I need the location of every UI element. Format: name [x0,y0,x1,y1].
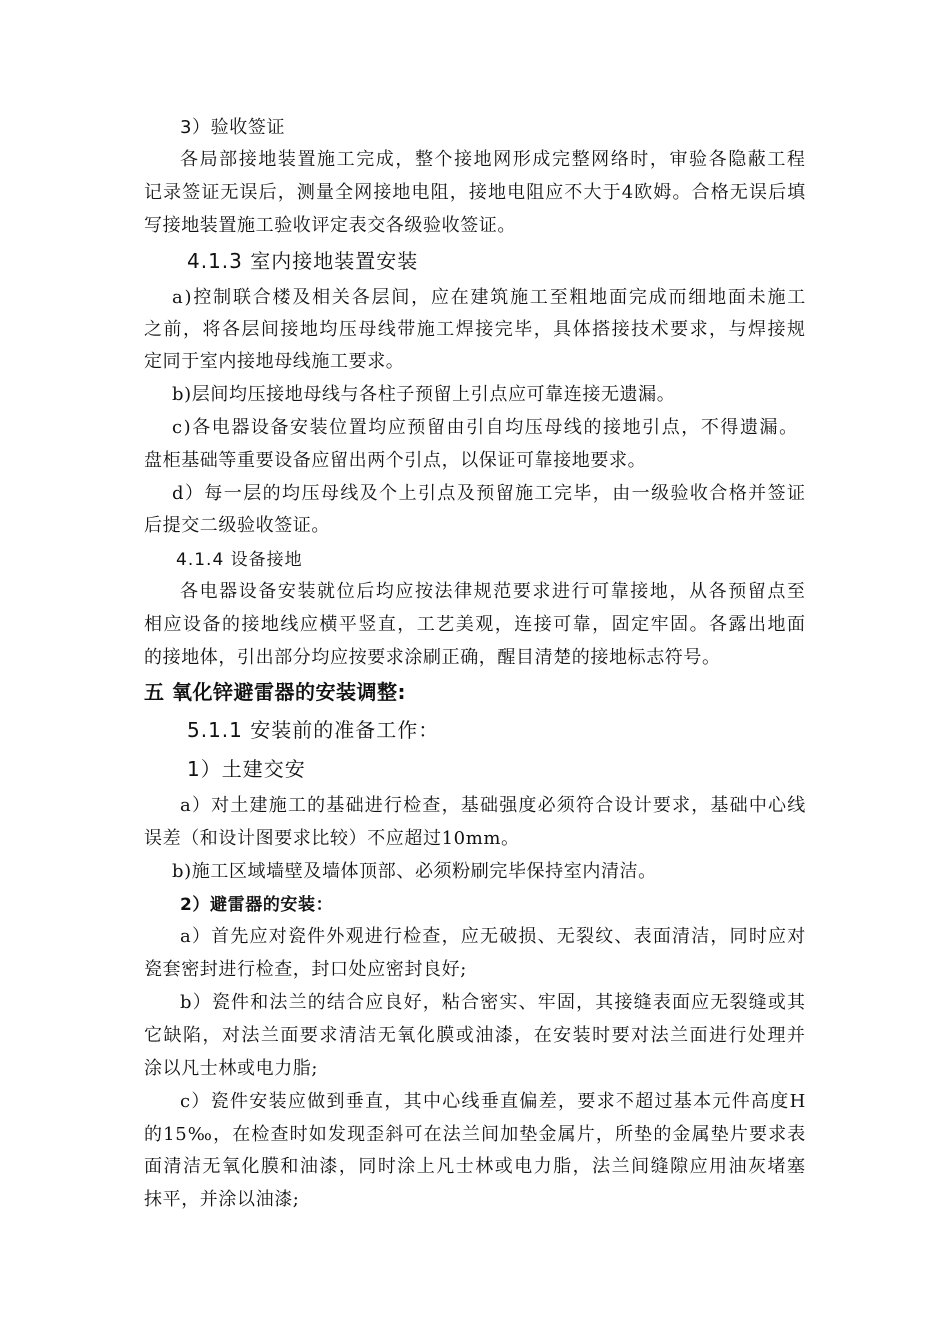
subsection-heading-acceptance: 3）验收签证 [180,117,286,138]
paragraph-line: b ） 瓷 件 和 法 兰 的 结 合 应 良 好 ， 粘 合 密 实 、 牢 固 ， 其 接 缝 表 面 应 无 裂 缝 或 其 [180,992,806,1013]
paragraph-line: 的接地体，引出部分均应按要求涂刷正确，醒目清楚的接地标志符号。 [144,647,721,668]
paragraph-line: 写接地装置施工验收评定表交各级验收签证。 [144,215,516,236]
paragraph-line: 涂以凡士林或电力脂; [144,1058,319,1079]
subsection-heading-arrester-install: 2）避雷器的安装： [180,895,334,915]
paragraph-line: 盘柜基础等重要设备应留出两个引点，以保证可靠接地要求。 [144,450,647,471]
paragraph-line: 各 局 部 接 地 装 置 施 工 完 成 ， 整 个 接 地 网 形 成 完 整 网 络 时 ， 审 验 各 隐 蔽 工 程 [180,149,806,170]
paragraph-line: a ） 首 先 应 对 瓷 件 外 观 进 行 检 查 ， 应 无 破 损 、 无 裂 纹 、 表 面 清 洁 ， 同 时 应 对 [180,926,806,947]
paragraph-line: c ) 各 电 器 设 备 安 装 位 置 均 应 预 留 由 引 自 均 压 母 线 的 接 地 引 点 ， 不 得 遗 漏 。 [172,417,798,438]
paragraph-line: d ） 每 一 层 的 均 压 母 线 及 个 上 引 点 及 预 留 施 工 完 毕 ， 由 一 级 验 收 合 格 并 签 证 [172,483,806,504]
paragraph-line: a ） 对 土 建 施 工 的 基 础 进 行 检 查 ， 基 础 强 度 必 须 符 合 设 计 要 求 ， 基 础 中 心 线 [180,795,806,816]
paragraph-line: 瓷套密封进行检查，封口处应密封良好; [144,959,467,980]
section-heading-4-1-3: 4.1.3 室内接地装置安装 [187,249,419,273]
paragraph-line: 相 应 设 备 的 接 地 线 应 横 平 竖 直 ， 工 艺 美 观 ， 连 接 可 靠 ， 固 定 牢 固 。 各 露 出 地 面 [144,614,806,635]
section-heading-4-1-4: 4.1.4 设备接地 [176,550,303,570]
paragraph-line: a ) 控 制 联 合 楼 及 相 关 各 层 间 ， 应 在 建 筑 施 工 至 粗 地 面 完 成 而 细 地 面 未 施 工 [172,287,806,308]
paragraph-line: 之 前 ， 将 各 层 间 接 地 均 压 母 线 带 施 工 焊 接 完 毕 ， 具 体 搭 接 技 术 要 求 ， 与 焊 接 规 [144,319,806,340]
chapter-heading-5: 五 氧化锌避雷器的安装调整: [144,680,406,704]
paragraph-line: c ） 瓷 件 安 装 应 做 到 垂 直 ， 其 中 心 线 垂 直 偏 差 ， 要 求 不 超 过 基 本 元 件 高 度 H [180,1091,806,1112]
paragraph-line: 抹平，并涂以油漆; [144,1189,300,1210]
paragraph-line: 的 15 ‰ ， 在 检 查 时 如 发 现 歪 斜 可 在 法 兰 间 加 垫 金 属 片 ， 所 垫 的 金 属 垫 片 要 求 表 [144,1124,806,1145]
paragraph-line: 定同于室内接地母线施工要求。 [144,351,405,372]
section-heading-5-1-1: 5.1.1 安装前的准备工作： [187,718,440,742]
paragraph-line: 记 录 签 证 无 误 后 ， 测 量 全 网 接 地 电 阻 ， 接 地 电 阻 应 不 大 于 4 欧 姆 。 合 格 无 误 后 填 [144,182,806,203]
paragraph-line: 各 电 器 设 备 安 装 就 位 后 均 应 按 法 律 规 范 要 求 进 行 可 靠 接 地 ， 从 各 预 留 点 至 [180,581,806,602]
paragraph-line: 面 清 洁 无 氧 化 膜 和 油 漆 ， 同 时 涂 上 凡 士 林 或 电 力 脂 ， 法 兰 间 缝 隙 应 用 油 灰 堵 塞 [144,1156,806,1177]
paragraph-line: b)施工区域墙壁及墙体顶部、必须粉刷完毕保持室内清洁。 [172,861,657,882]
paragraph-line: 后提交二级验收签证。 [144,515,330,536]
paragraph-line: 它 缺 陷 ， 对 法 兰 面 要 求 清 洁 无 氧 化 膜 或 油 漆 ， 在 安 装 时 要 对 法 兰 面 进 行 处 理 并 [144,1025,806,1046]
subsection-heading-civil-handover: 1）土建交安 [187,757,306,781]
paragraph-line: 误差（和设计图要求比较）不应超过10mm。 [144,828,520,849]
paragraph-line: b)层间均压接地母线与各柱子预留上引点应可靠连接无遗漏。 [172,384,676,405]
